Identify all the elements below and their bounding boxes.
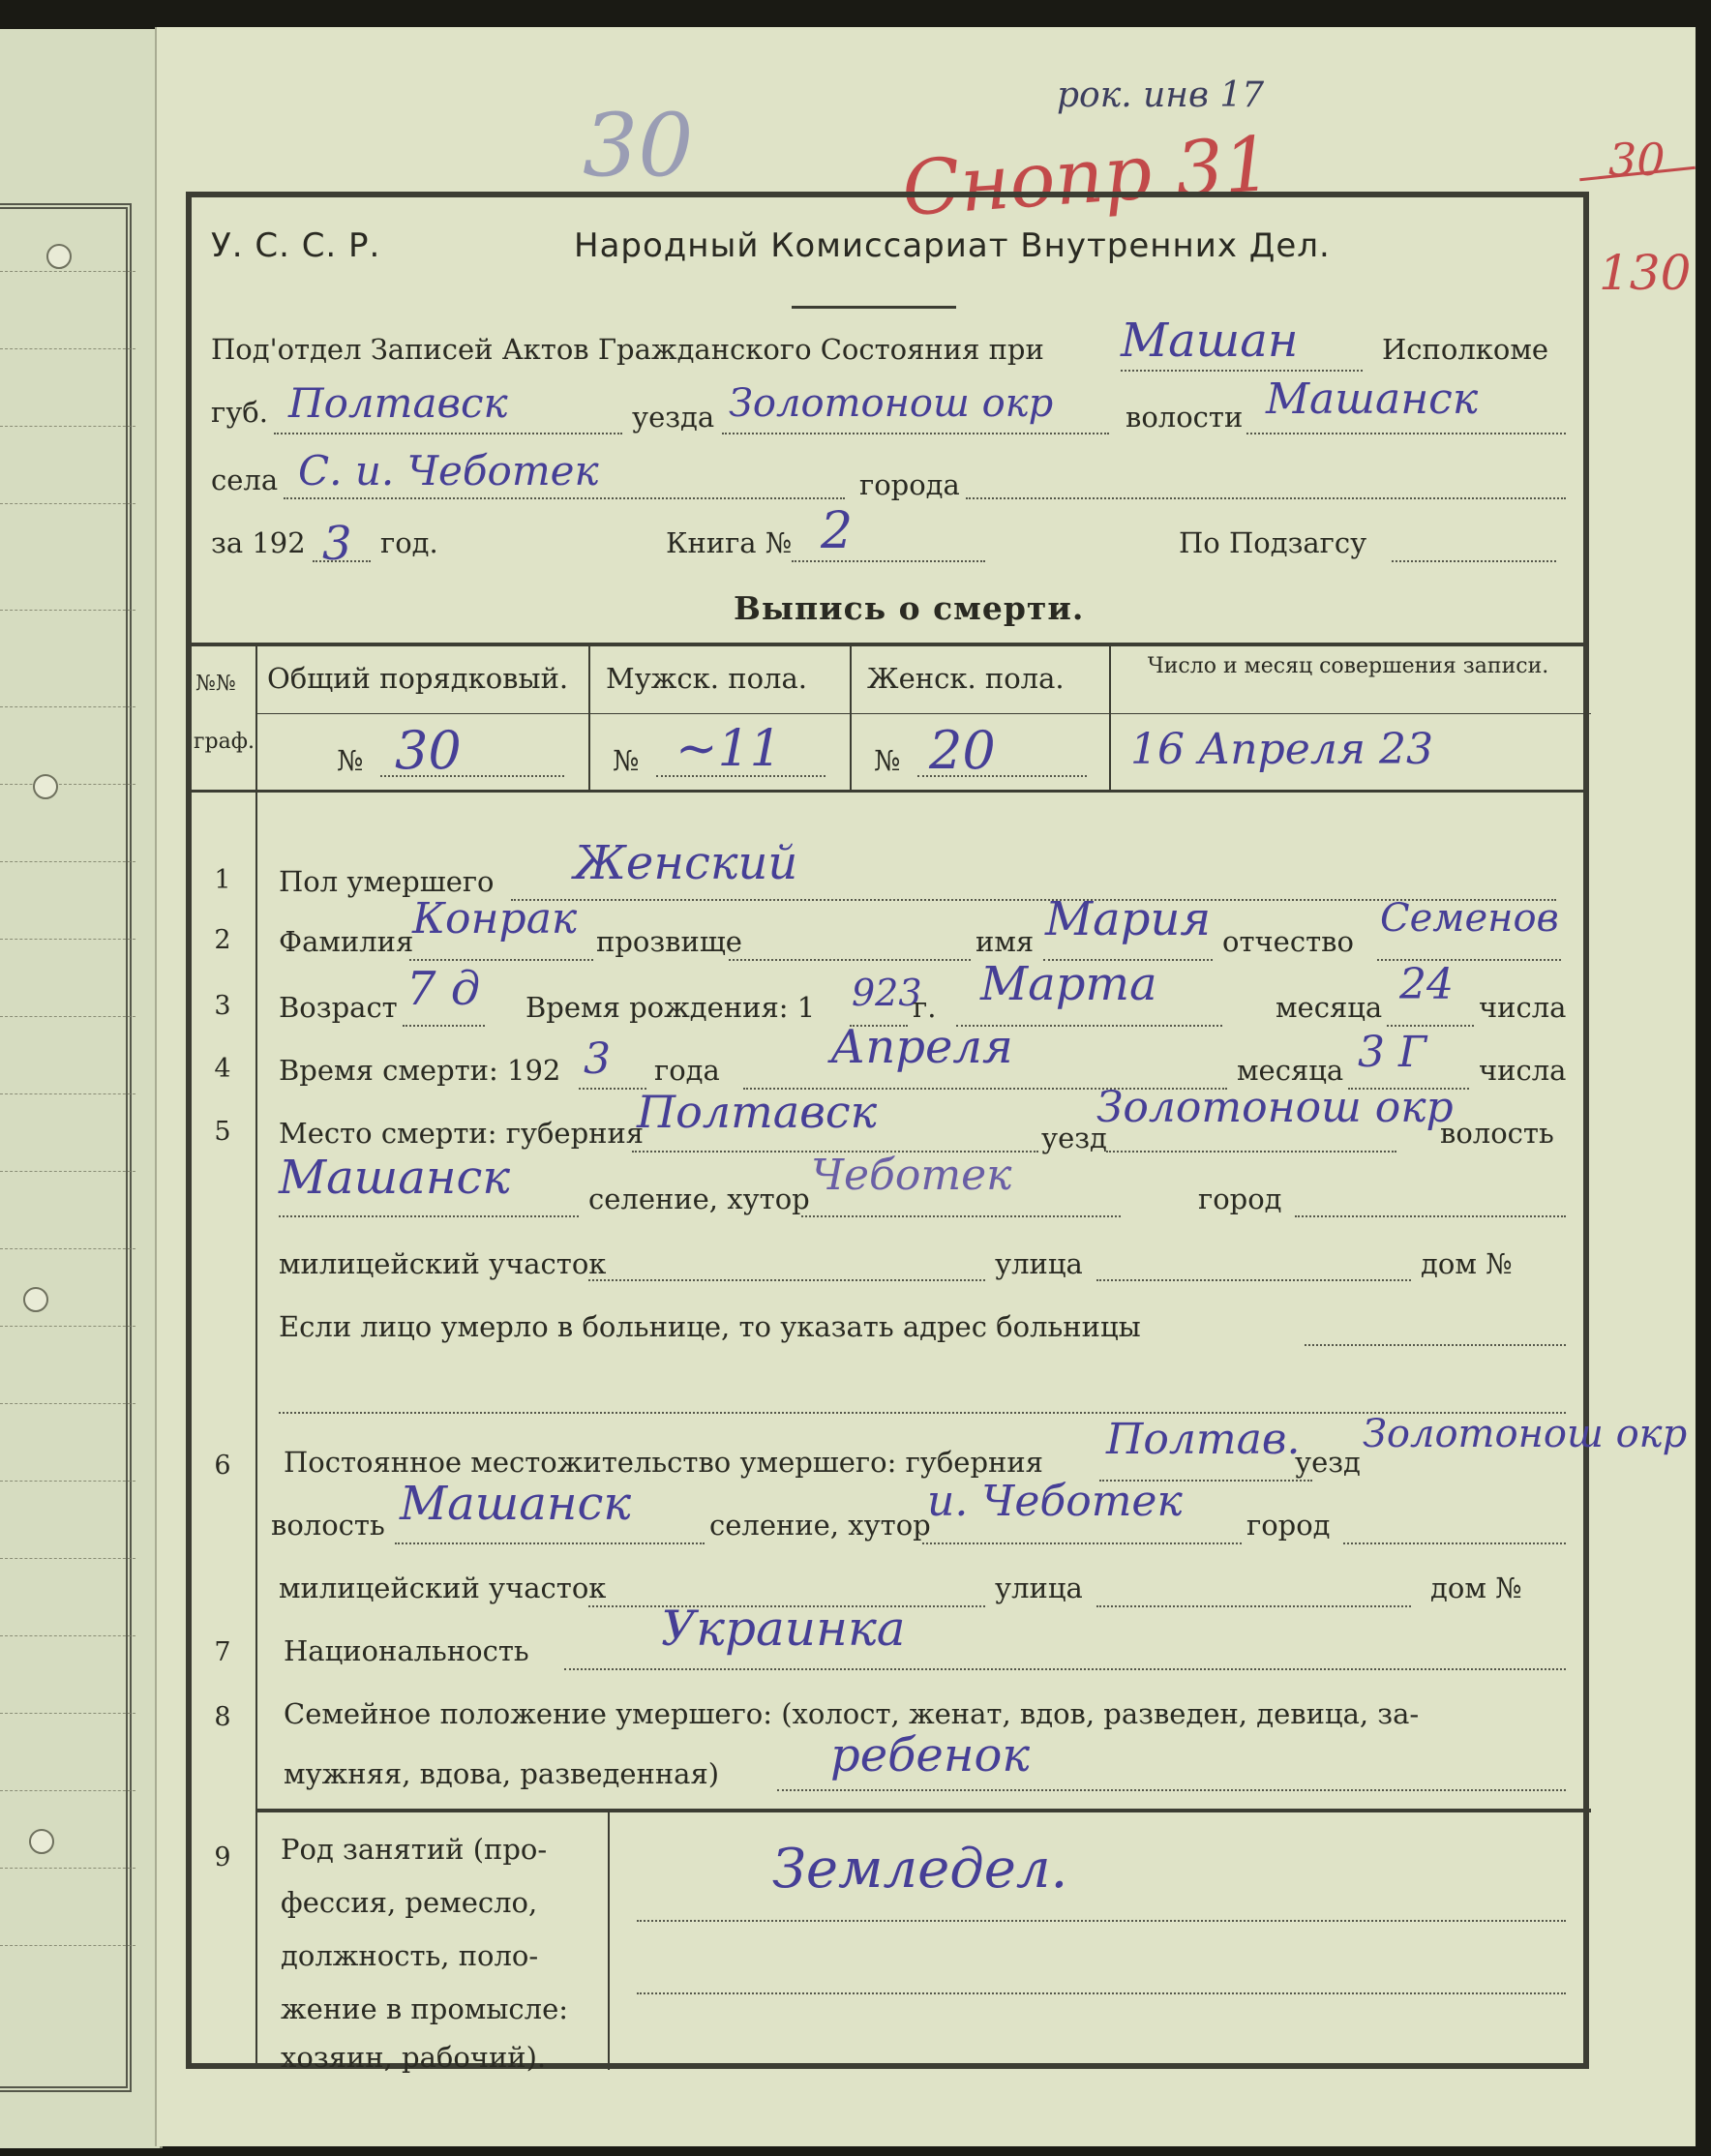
binding-hole: [23, 1287, 48, 1312]
militia-label: милицейский участок: [279, 1247, 607, 1280]
gub-label: губ.: [211, 396, 268, 429]
residence-gub-value: Полтав.: [1106, 1415, 1301, 1464]
age-value: 7 д: [406, 962, 481, 1016]
birth-day-label: числа: [1479, 991, 1567, 1024]
binding-hole: [29, 1829, 54, 1854]
place-label: Место смерти: губерния: [279, 1117, 645, 1150]
death-record-sheet: [155, 27, 1696, 2146]
row-number: 5: [214, 1117, 231, 1147]
family-label-line2: мужняя, вдова, разведенная): [284, 1757, 720, 1790]
nationality-value: Украинка: [661, 1601, 906, 1657]
col-male: Мужск. пола.: [606, 662, 807, 695]
residence-volost-value: Машанск: [400, 1477, 632, 1531]
col-female: Женск. пола.: [867, 662, 1065, 695]
death-month-value: Апреля: [830, 1020, 1013, 1074]
hospital-label: Если лицо умерло в больнице, то указать адрес больницы: [279, 1310, 1141, 1343]
table-bottom-rule: [192, 790, 1585, 793]
volost-label: волости: [1126, 401, 1244, 434]
male-no-label: №: [613, 744, 640, 777]
house-label: дом №: [1421, 1247, 1513, 1280]
republic-label: У. С. С. Р.: [211, 226, 381, 265]
left-adjacent-page: [0, 29, 163, 2148]
row-number: 8: [214, 1702, 231, 1732]
birth-year: 923: [852, 972, 922, 1014]
year-label: за 192: [211, 526, 306, 559]
residence-volost-label: волость: [271, 1509, 385, 1542]
selo-value: С. и. Чеботек: [298, 447, 599, 494]
place-selenie-value: Чеботек: [811, 1151, 1012, 1200]
street-label: улица: [995, 1247, 1083, 1280]
selo-label: села: [211, 464, 279, 496]
death-year: 3: [584, 1034, 611, 1084]
podzags-label: По Подзагсу: [1179, 526, 1367, 559]
death-month-label: месяца: [1237, 1054, 1344, 1087]
header-divider: [792, 306, 956, 309]
occupation-label-3: должность, поло-: [281, 1939, 539, 1972]
red-stamp-note: Снопр 31: [899, 120, 1275, 234]
militia2-label: милицейский участок: [279, 1572, 607, 1604]
house2-label: дом №: [1430, 1572, 1522, 1604]
place-gub-value: Полтавск: [637, 1086, 878, 1138]
place-gorod-label: город: [1198, 1183, 1282, 1215]
birth-label: Время рождения: 1: [525, 991, 816, 1024]
sex-label: Пол умершего: [279, 865, 495, 898]
place-selenie-label: селение, хутор: [588, 1183, 810, 1215]
birth-g-label: г.: [913, 991, 937, 1024]
place-uezd-value: Золотонош окр: [1096, 1083, 1454, 1132]
family-label-line1: Семейное положение умершего: (холост, женат, вдов, разведен, девица, за-: [284, 1697, 1420, 1730]
year-value: 3: [322, 517, 352, 571]
birth-month-value: Марта: [980, 957, 1157, 1011]
left-page-frame: [0, 203, 132, 2092]
volost-value: Машанск: [1266, 374, 1479, 424]
general-value: 30: [395, 720, 462, 781]
residence-selenie-value: и. Чеботек: [927, 1477, 1183, 1526]
binding-hole: [33, 774, 58, 799]
general-no-label: №: [337, 744, 364, 777]
surname-value: Конрак: [412, 894, 578, 943]
margin-number-2: 130: [1599, 245, 1692, 301]
residence-uezd-value: Золотонош окр: [1363, 1412, 1688, 1456]
row-number: 4: [214, 1054, 231, 1084]
row-number: 9: [214, 1842, 231, 1872]
female-value: 20: [929, 720, 996, 781]
sex-value: Женский: [574, 836, 798, 890]
date-value: 16 Апреля 23: [1130, 725, 1433, 774]
row-number: 6: [214, 1451, 231, 1481]
col-graf-bottom: граф.: [194, 730, 255, 754]
book-label: Книга №: [666, 526, 793, 559]
occupation-top-rule: [255, 1809, 1591, 1812]
birth-month-label: месяца: [1276, 991, 1383, 1024]
margin-number-1: 30: [1608, 134, 1666, 186]
binding-hole: [46, 244, 72, 269]
residence-gorod-label: город: [1246, 1509, 1331, 1542]
row-number: 2: [214, 925, 231, 955]
male-value: ~11: [675, 720, 782, 778]
place-volost-label: волость: [1440, 1117, 1554, 1150]
death-day-label: числа: [1479, 1054, 1567, 1087]
gub-value: Полтавск: [288, 379, 508, 427]
place-volost-value: Машанск: [279, 1151, 511, 1205]
patronymic-value: Семенов: [1380, 896, 1559, 941]
col-date: Число и месяц совершения записи.: [1147, 654, 1549, 678]
place-uezd-label: уезд: [1041, 1122, 1107, 1154]
occupation-label-1: Род занятий (про-: [281, 1833, 548, 1866]
row-number: 7: [214, 1637, 231, 1667]
female-no-label: №: [874, 744, 901, 777]
family-value: ребенок: [830, 1728, 1031, 1782]
pencil-number: 30: [583, 95, 694, 196]
occupation-value: Земледел.: [772, 1838, 1068, 1901]
nickname-label: прозвище: [596, 925, 742, 958]
age-label: Возраст: [279, 991, 398, 1024]
top-small-note: рок. инв 17: [1057, 75, 1265, 115]
street2-label: улица: [995, 1572, 1083, 1604]
surname-label: Фамилия: [279, 925, 414, 958]
book-value: 2: [821, 502, 854, 560]
death-day-value: 3 Г: [1358, 1028, 1427, 1077]
death-year-label: года: [654, 1054, 720, 1087]
col-graf-top: №№: [195, 672, 236, 696]
uezd-label: уезда: [632, 401, 715, 434]
year-suffix: год.: [380, 526, 438, 559]
col-general: Общий порядковый.: [267, 662, 569, 695]
name-label: имя: [976, 925, 1035, 958]
occupation-label-4: жение в промысле:: [281, 1992, 569, 2025]
residence-uezd-label: уезд: [1295, 1446, 1361, 1479]
gorod-label: города: [859, 468, 960, 501]
office-suffix: Исполкоме: [1382, 333, 1549, 366]
uezd-value: Золотонош окр: [729, 381, 1054, 426]
occupation-label-5: хозяин, рабочий).: [281, 2041, 547, 2074]
row-number: 1: [214, 865, 231, 895]
occupation-label-2: фессия, ремесло,: [281, 1886, 538, 1919]
residence-label: Постоянное местожительство умершего: губерния: [284, 1446, 1043, 1479]
patronymic-label: отчество: [1222, 925, 1354, 958]
residence-selenie-label: селение, хутор: [709, 1509, 931, 1542]
office-value: Машан: [1121, 314, 1299, 368]
death-label: Время смерти: 192: [279, 1054, 561, 1087]
row-number: 3: [214, 991, 231, 1021]
name-value: Мария: [1045, 892, 1212, 946]
table-top-rule: [192, 643, 1585, 646]
office-label: Под'отдел Записей Актов Гражданского Состояния при: [211, 333, 1044, 366]
birth-day-value: 24: [1399, 960, 1454, 1009]
commissariat-title: Народный Комиссариат Внутренних Дел.: [574, 226, 1331, 265]
nationality-label: Национальность: [284, 1634, 529, 1667]
document-title: Выпись о смерти.: [734, 589, 1085, 627]
